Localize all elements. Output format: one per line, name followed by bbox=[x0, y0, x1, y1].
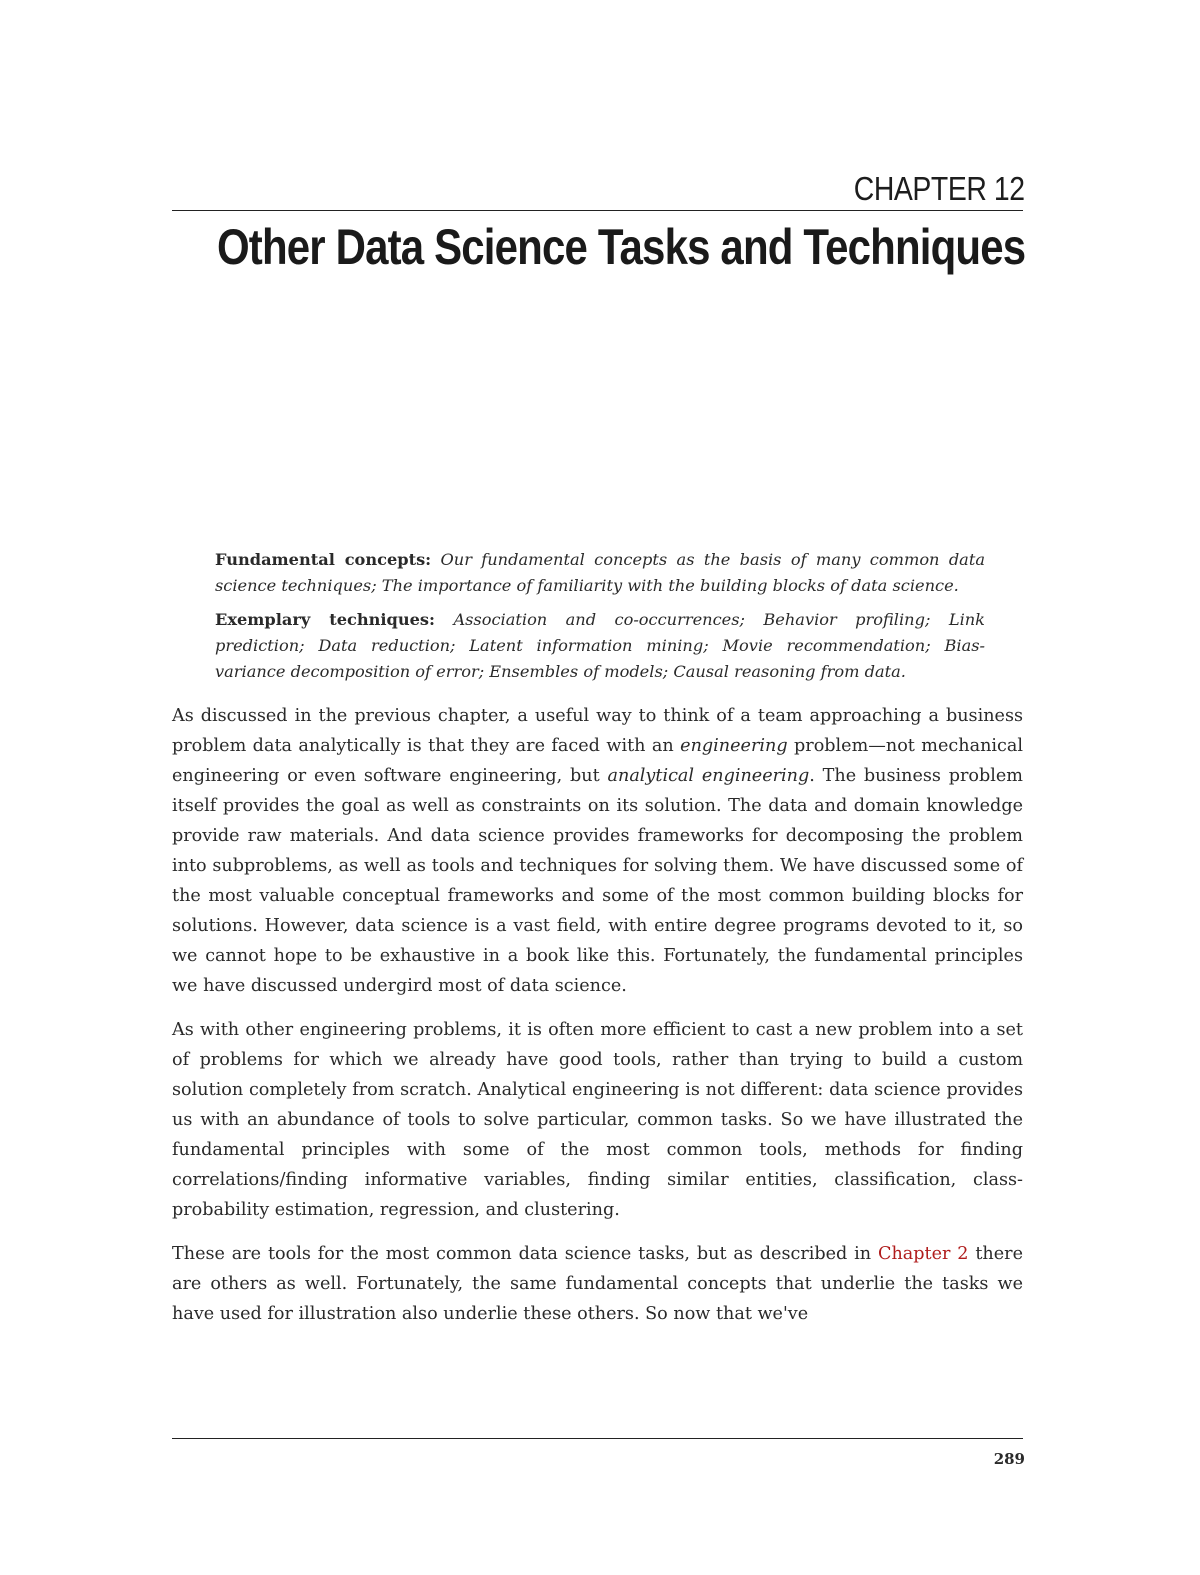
footer-rule bbox=[172, 1438, 1023, 1439]
paragraph-1-emphasis-analytical: analytical engineering bbox=[607, 766, 810, 786]
paragraph-1-part-b: problem—not mechanical engineering or even software engineering, but bbox=[172, 736, 1024, 786]
page-number: 289 bbox=[993, 1450, 1025, 1468]
exemplary-techniques bbox=[215, 607, 985, 685]
paragraph-3 bbox=[172, 1239, 1023, 1329]
paragraph-3-part-a: These are tools for the most common data science tasks, but as described in bbox=[172, 1244, 878, 1264]
chapter-label: CHAPTER 12 bbox=[854, 170, 1025, 207]
paragraph-1-emphasis-engineering: engineering bbox=[680, 736, 788, 756]
fundamental-concepts-label: Fundamental concepts: bbox=[215, 550, 432, 569]
exemplary-techniques-text: Association and co-occurrences; Behavior profiling; Link prediction; Data reduction; Latent information mining; Movie recommendation; Bias-variance decomposition of error; Ensembles of models; Causal reasoning from data. bbox=[215, 610, 985, 681]
chapter-title: Other Data Science Tasks and Techniques bbox=[216, 219, 1025, 275]
fundamental-concepts bbox=[215, 547, 985, 599]
concepts-box bbox=[215, 547, 985, 693]
exemplary-techniques-label: Exemplary techniques: bbox=[215, 610, 436, 629]
paragraph-1-part-a: As discussed in the previous chapter, a useful way to think of a team approaching a business problem data analytically is that they are faced with an bbox=[172, 706, 1023, 756]
chapter-rule bbox=[172, 210, 1023, 211]
paragraph-3-part-b: there are others as well. Fortunately, the same fundamental concepts that underlie the tasks we have used for illustration also underlie these others. So now that we've bbox=[172, 1244, 1023, 1324]
paragraph-1 bbox=[172, 701, 1023, 1001]
paragraph-1-part-c: . The business problem itself provides the goal as well as constraints on its solution. The data and domain knowledge provide raw materials. And data science provides frameworks for decomposing the problem into subproblems, as well as tools and techniques for solving them. We have discussed some of the most valuable conceptual frameworks and some of the most common building blocks for solutions. However, data science is a vast field, with entire degree programs devoted to it, so we cannot hope to be exhaustive in a book like this. Fortunately, the fundamental principles we have discussed undergird most of data science. bbox=[172, 766, 1023, 996]
body-text bbox=[172, 701, 1023, 1343]
paragraph-2: As with other engineering problems, it is often more efficient to cast a new problem into a set of problems for which we already have good tools, rather than trying to build a custom solution completely from scratch. Analytical engineering is not different: data science provides us with an abundance of tools to solve particular, common tasks. So we have illustrated the fundamental principles with some of the most common tools, methods for finding correlations/finding informative variables, finding similar entities, classification, class-probability estimation, regression, and clustering. bbox=[172, 1020, 1023, 1220]
chapter-2-link[interactable]: Chapter 2 bbox=[878, 1244, 969, 1264]
fundamental-concepts-text: Our fundamental concepts as the basis of many common data science techniques; The importance of familiarity with the building blocks of data science. bbox=[215, 550, 985, 595]
